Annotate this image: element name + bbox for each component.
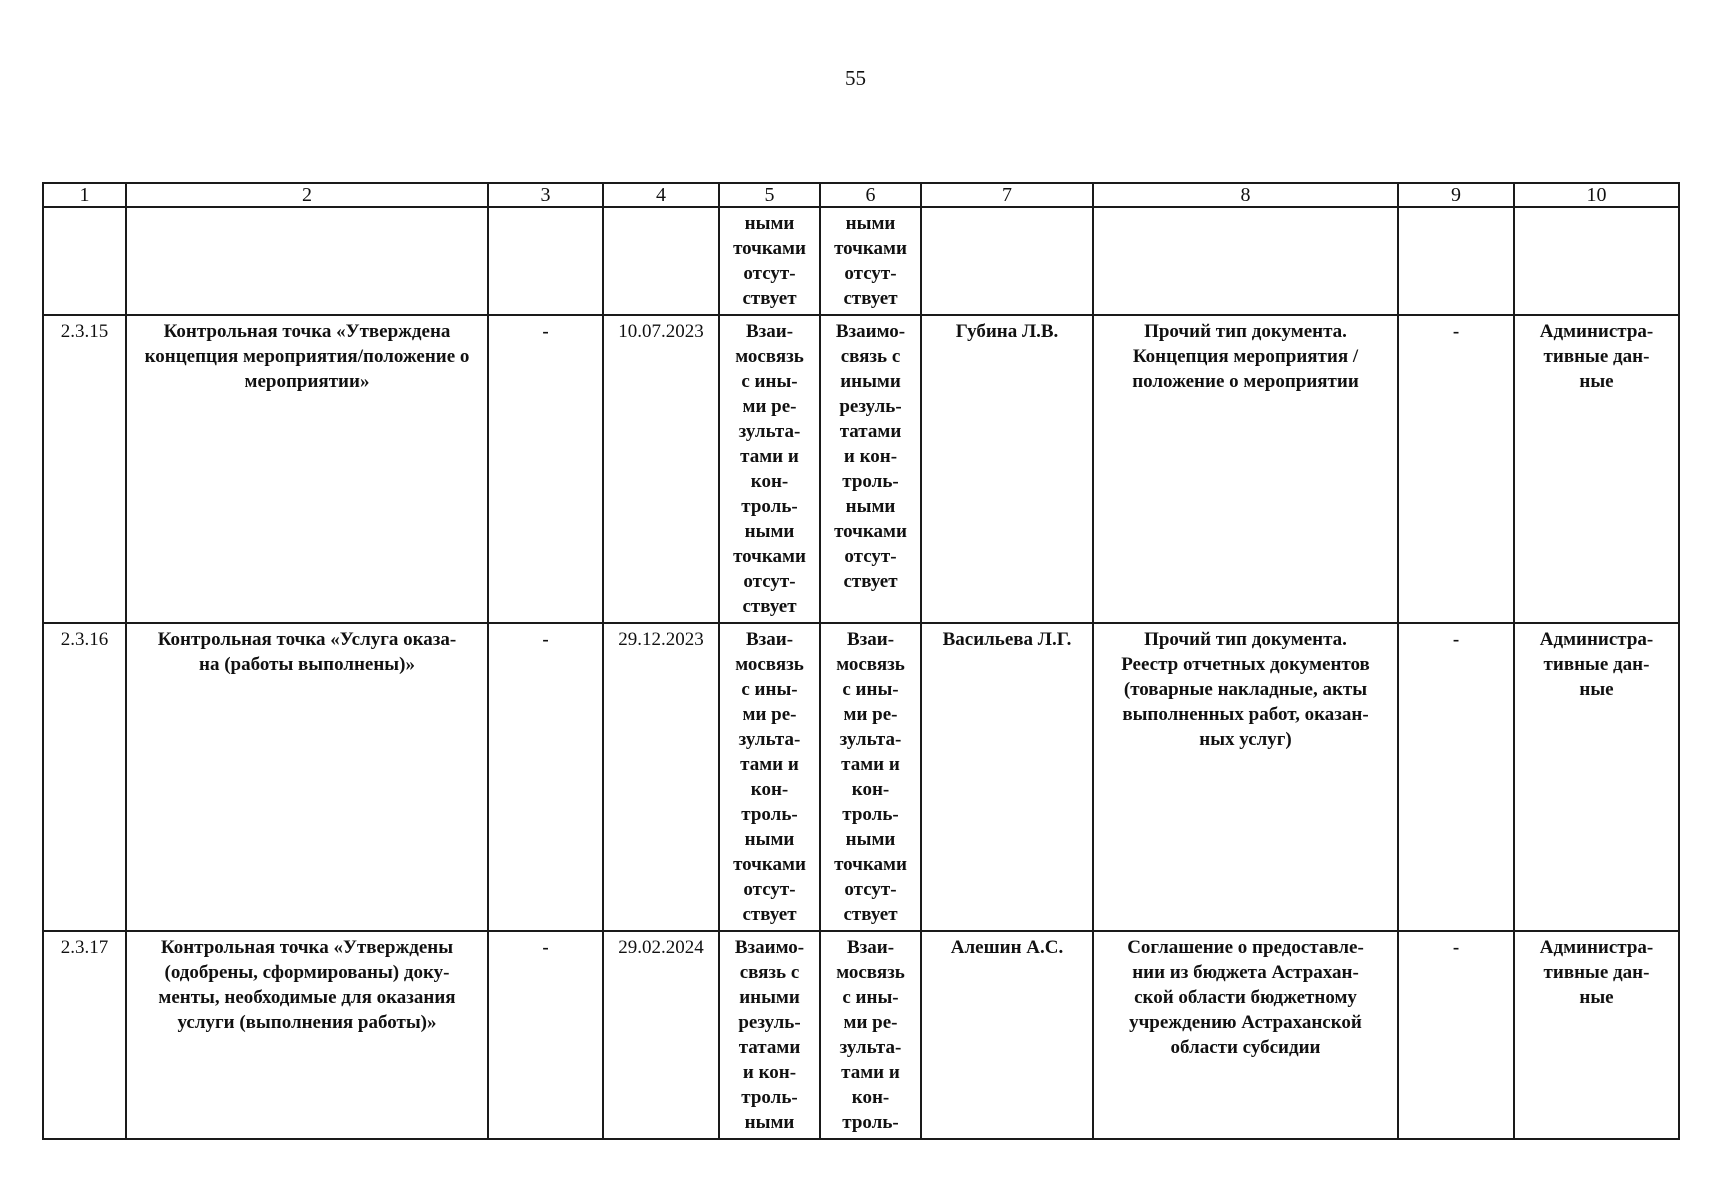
cell-responsible: Васильева Л.Г. — [921, 623, 1093, 931]
cell-date: 29.02.2024 — [603, 931, 719, 1139]
cell-col3: - — [488, 931, 603, 1139]
cell-responsible: Алешин А.С. — [921, 931, 1093, 1139]
cell-col6: Взаи- мосвязь с ины- ми ре- зульта- тами и кон- троль- ными точками отсут- ствует — [820, 623, 921, 931]
cell-col9: - — [1398, 623, 1514, 931]
header-col-8: 8 — [1093, 183, 1398, 207]
cell-col6: Взаимо- связь с иными резуль- татами и кон- троль- ными точками отсут- ствует — [820, 315, 921, 623]
table-row-2-3-16 — [43, 623, 1679, 931]
cell-name: Контрольная точка «Утверждены (одобрены, сформированы) доку- менты, необходимые для оказания услуги (выполнения работы)» — [126, 931, 488, 1139]
cell-col3: - — [488, 315, 603, 623]
header-col-7: 7 — [921, 183, 1093, 207]
cell-document: Соглашение о предоставле- нии из бюджета Астрахан- ской области бюджетному учреждению Астраханской области субсидии — [1093, 931, 1398, 1139]
cell-date: 10.07.2023 — [603, 315, 719, 623]
cell-col9: - — [1398, 315, 1514, 623]
cell-col6: ными точками отсут- ствует — [820, 207, 921, 315]
cell-name: Контрольная точка «Утверждена концепция мероприятия/положение о мероприятии» — [126, 315, 488, 623]
cell-document — [1093, 207, 1398, 315]
table-row-continuation — [43, 207, 1679, 315]
cell-document: Прочий тип документа. Реестр отчетных документов (товарные накладные, акты выполненных работ, оказан- ных услуг) — [1093, 623, 1398, 931]
cell-document: Прочий тип документа. Концепция мероприятия / положение о мероприятии — [1093, 315, 1398, 623]
cell-responsible: Губина Л.В. — [921, 315, 1093, 623]
header-col-4: 4 — [603, 183, 719, 207]
cell-col6: Взаи- мосвязь с ины- ми ре- зульта- тами и кон- троль- — [820, 931, 921, 1139]
cell-name — [126, 207, 488, 315]
cell-col3: - — [488, 623, 603, 931]
header-col-9: 9 — [1398, 183, 1514, 207]
header-col-1: 1 — [43, 183, 126, 207]
cell-number: 2.3.17 — [43, 931, 126, 1139]
cell-source: Администра- тивные дан- ные — [1514, 623, 1679, 931]
cell-date — [603, 207, 719, 315]
cell-col5: ными точками отсут- ствует — [719, 207, 820, 315]
cell-source — [1514, 207, 1679, 315]
table-row-2-3-17 — [43, 931, 1679, 1139]
cell-source: Администра- тивные дан- ные — [1514, 931, 1679, 1139]
header-col-6: 6 — [820, 183, 921, 207]
table-row-2-3-15 — [43, 315, 1679, 623]
header-col-3: 3 — [488, 183, 603, 207]
cell-name: Контрольная точка «Услуга оказа- на (работы выполнены)» — [126, 623, 488, 931]
cell-number: 2.3.16 — [43, 623, 126, 931]
cell-col9: - — [1398, 931, 1514, 1139]
cell-col9 — [1398, 207, 1514, 315]
cell-number — [43, 207, 126, 315]
data-table — [42, 182, 1680, 1140]
header-col-5: 5 — [719, 183, 820, 207]
cell-col5: Взаи- мосвязь с ины- ми ре- зульта- тами и кон- троль- ными точками отсут- ствует — [719, 315, 820, 623]
cell-source: Администра- тивные дан- ные — [1514, 315, 1679, 623]
cell-col5: Взаи- мосвязь с ины- ми ре- зульта- тами и кон- троль- ными точками отсут- ствует — [719, 623, 820, 931]
header-col-10: 10 — [1514, 183, 1679, 207]
cell-responsible — [921, 207, 1093, 315]
cell-date: 29.12.2023 — [603, 623, 719, 931]
cell-col3 — [488, 207, 603, 315]
page-number: 55 — [845, 66, 866, 90]
cell-number: 2.3.15 — [43, 315, 126, 623]
header-col-2: 2 — [126, 183, 488, 207]
header-row — [43, 183, 1679, 207]
cell-col5: Взаимо- связь с иными резуль- татами и кон- троль- ными — [719, 931, 820, 1139]
